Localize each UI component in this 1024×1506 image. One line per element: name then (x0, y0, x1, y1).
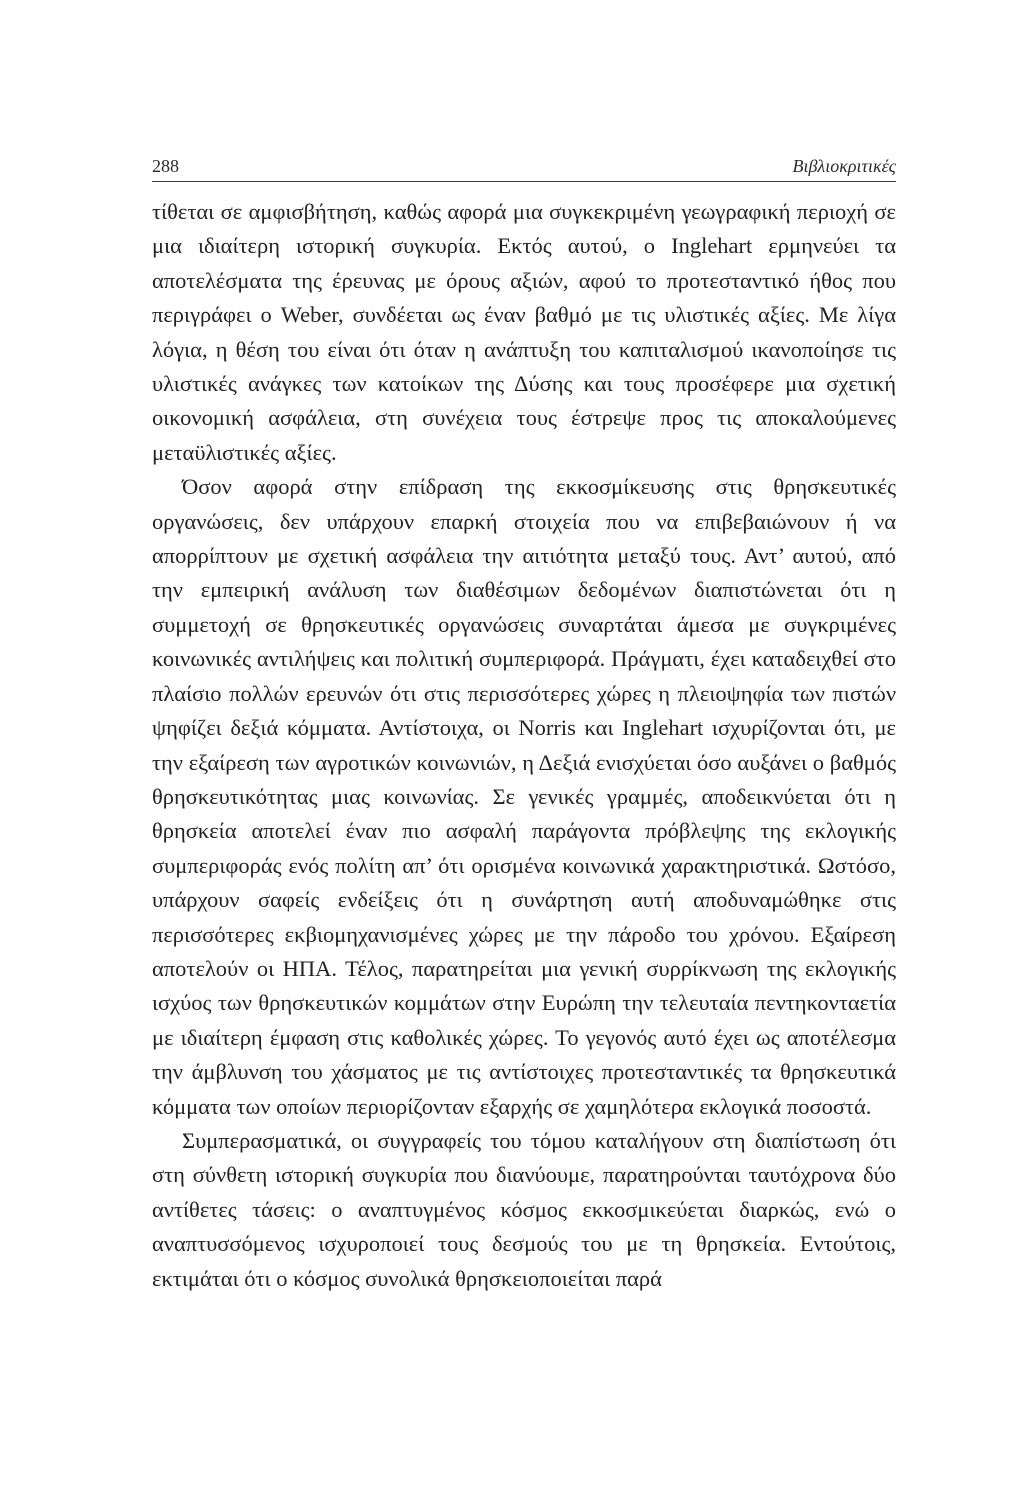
header-rule (152, 181, 896, 182)
paragraph-1: τίθεται σε αμφισβήτηση, καθώς αφορά μια συγκεκριμένη γεωγραφική περιοχή σε μια ιδιαίτερη ιστορική συγκυρία. Εκτός αυτού, ο Inglehart ερμηνεύει τα αποτελέσματα της έρευνας με όρους αξιών, αφού το προτεσταντικό ήθος που περιγράφει ο Weber, συνδέεται ως έναν βαθμό με τις υλιστικές αξίες. Με λίγα λόγια, η θέση του είναι ότι όταν η ανάπτυξη του καπιταλισμού ικανοποίησε τις υλιστικές ανάγκες των κατοίκων της Δύσης και τους προσέφερε μια σχετική οικονομική ασφάλεια, στη συνέχεια τους έστρεψε προς τις αποκαλούμενες μεταϋλιστικές αξίες. (152, 199, 896, 465)
body-text (152, 195, 896, 1296)
running-head (152, 156, 896, 184)
page-number: 288 (152, 156, 179, 176)
paragraph-3: Συμπερασματικά, οι συγγραφείς του τόμου καταλήγουν στη διαπίστωση ότι στη σύνθετη ιστορική συγκυρία που διανύουμε, παρατηρούνται ταυτόχρονα δύο αντίθετες τάσεις: ο αναπτυγμένος κόσμος εκκοσμικεύεται διαρκώς, ενώ ο αναπτυσσόμενος ισχυροποιεί τους δεσμούς του με τη θρησκεία. Εντούτοις, εκτιμάται ότι ο κόσμος συνολικά θρησκειοποιείται παρά (152, 1127, 896, 1291)
running-title: Βιβλιοκριτικές (792, 156, 896, 176)
paragraph-2: Όσον αφορά στην επίδραση της εκκοσμίκευσης στις θρησκευτικές οργανώσεις, δεν υπάρχουν επαρκή στοιχεία που να επιβεβαιώνουν ή να απορρίπτουν με σχετική ασφάλεια την αιτιότητα μεταξύ τους. Αντ’ αυτού, από την εμπειρική ανάλυση των διαθέσιμων δεδομένων διαπιστώνεται ότι η συμμετοχή σε θρησκευτικές οργανώσεις συναρτάται άμεσα με συγκριμένες κοινωνικές αντιλήψεις και πολιτική συμπεριφορά. Πράγματι, έχει καταδειχθεί στο πλαίσιο πολλών ερευνών ότι στις περισσότερες χώρες η πλειοψηφία των πιστών ψηφίζει δεξιά κόμματα. Αντίστοιχα, οι Norris και Inglehart ισχυρίζονται ότι, με την εξαίρεση των αγροτικών κοινωνιών, η Δεξιά ενισχύεται όσο αυξάνει ο βαθμός θρησκευτικότητας μιας κοινωνίας. Σε γενικές γραμμές, αποδεικνύεται ότι η θρησκεία αποτελεί έναν πιο ασφαλή παράγοντα πρόβλεψης της εκλογικής συμπεριφοράς ενός πολίτη απ’ ότι ορισμένα κοινωνικά χαρακτηριστικά. Ωστόσο, υπάρχουν σαφείς ενδείξεις ότι η συνάρτηση αυτή αποδυναμώθηκε στις περισσότερες εκβιομηχανισμένες χώρες με την πάροδο του χρόνου. Εξαίρεση αποτελούν οι ΗΠΑ. Τέλος, παρατηρείται μια γενική συρρίκνωση της εκλογικής ισχύος των θρησκευτικών κομμάτων στην Ευρώπη την τελευταία πεντηκονταετία με ιδιαίτερη έμφαση στις καθολικές χώρες. Το γεγονός αυτό έχει ως αποτέλεσμα την άμβλυνση του χάσματος με τις αντίστοιχες προτεσταντικές τα θρησκευτικά κόμματα των οποίων περιορίζονταν εξαρχής σε χαμηλότερα εκλογικά ποσοστά. (152, 474, 896, 1119)
